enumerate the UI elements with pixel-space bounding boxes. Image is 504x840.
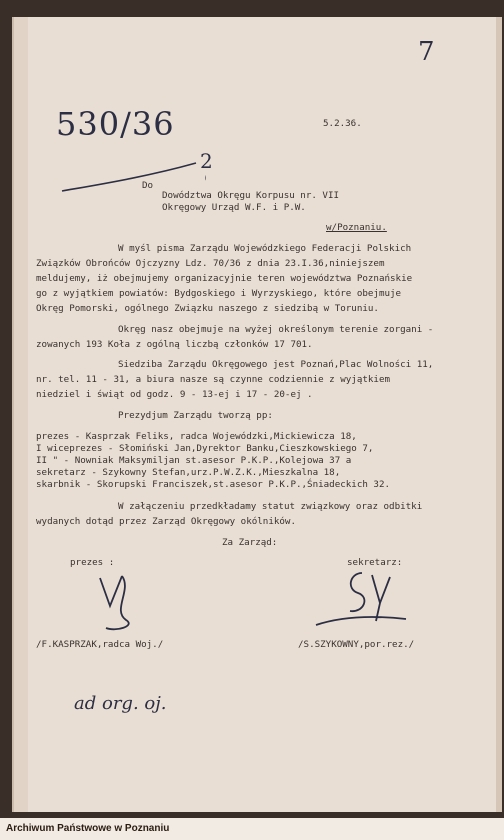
member-line-1: prezes - Kasprzak Feliks, radca Wojewódzki,Mickiewicza 18, <box>36 431 357 442</box>
paper-edge <box>14 17 28 812</box>
document-date: 5.2.36. <box>323 118 362 129</box>
secretary-signature <box>310 563 410 633</box>
paragraph-5-line-1: W załączeniu przedkładamy statut związkowy oraz odbitki <box>118 501 423 512</box>
president-signature <box>92 570 152 640</box>
president-name: /F.KASPRZAK,radca Woj./ <box>36 639 164 650</box>
paragraph-5-line-2: wydanych dotąd przez Zarząd Okręgowy okólników. <box>36 516 296 527</box>
addressee-to: Do <box>142 180 154 191</box>
paragraph-1-line-2: Związków Obrońców Ojczyzny Ldz. 70/36 z dnia 23.I.36,niniejszem <box>36 258 385 269</box>
file-mark: 2 <box>200 149 213 173</box>
member-line-2: I wiceprezes - Słomiński Jan,Dyrektor Banku,Cieszkowskiego 7, <box>36 443 374 454</box>
document-page <box>12 17 502 812</box>
paragraph-3-line-2: nr. tel. 11 - 31, a biura nasze są czynne codziennie z wyjątkiem <box>36 374 391 385</box>
paragraph-1-line-3: meldujemy, iż obejmujemy organizacyjnie teren województwa Poznańskie <box>36 273 413 284</box>
page-number: 7 <box>418 37 435 67</box>
paragraph-3-line-3: niedziel i świąt od godz. 9 - 13-ej i 17 - 20-ej . <box>36 389 313 400</box>
paragraph-3-line-1: Siedziba Zarządu Okręgowego jest Poznań,Plac Wolności 11, <box>118 359 434 370</box>
paragraph-2-line-1: Okręg nasz obejmuje na wyżej określonym terenie zorgani - <box>118 324 434 335</box>
handwritten-annotation: ad org. oj. <box>74 693 167 714</box>
secretary-label: sekretarz: <box>347 557 403 568</box>
file-number: 530/36 <box>56 105 175 143</box>
paragraph-1-line-5: Okręg Pomorski, ogólnego Związku naszego z siedzibą w Toruniu. <box>36 303 379 314</box>
paper-right-edge <box>496 17 502 812</box>
member-line-3: II " - Nowniak Maksymiljan st.asesor P.K.P.,Kolejowa 37 a <box>36 455 352 466</box>
archive-footer <box>0 818 504 840</box>
member-line-5: skarbnik - Skorupski Franciszek,st.asesor P.K.P.,Śniadeckich 32. <box>36 479 391 490</box>
paragraph-4: Prezydjum Zarządu tworzą pp: <box>118 410 273 421</box>
paragraph-1-line-4: go z wyjątkiem powiatów: Bydgoskiego i Wyrzyskiego, które obejmuje <box>36 288 402 299</box>
member-line-4: sekretarz - Szykowny Stefan,urz.P.W.Z.K.,Mieszkalna 18, <box>36 467 341 478</box>
president-label: prezes : <box>70 557 115 568</box>
addressee-line-3: w/Poznaniu. <box>326 222 387 233</box>
addressee-line-1: Dowództwa Okręgu Korpusu nr. VII <box>162 190 340 201</box>
archive-name: Archiwum Państwowe w Poznaniu <box>6 823 170 834</box>
addressee-line-2: Okręgowy Urząd W.F. i P.W. <box>162 202 306 213</box>
paragraph-1-line-1: W myśl pisma Zarządu Wojewódzkiego Federacji Polskich <box>118 243 412 254</box>
paragraph-2-line-2: zowanych 193 Koła z ogólną liczbą członków 17 701. <box>36 339 313 350</box>
secretary-name: /S.SZYKOWNY,por.rez./ <box>298 639 415 650</box>
for-board-label: Za Zarząd: <box>222 537 278 548</box>
